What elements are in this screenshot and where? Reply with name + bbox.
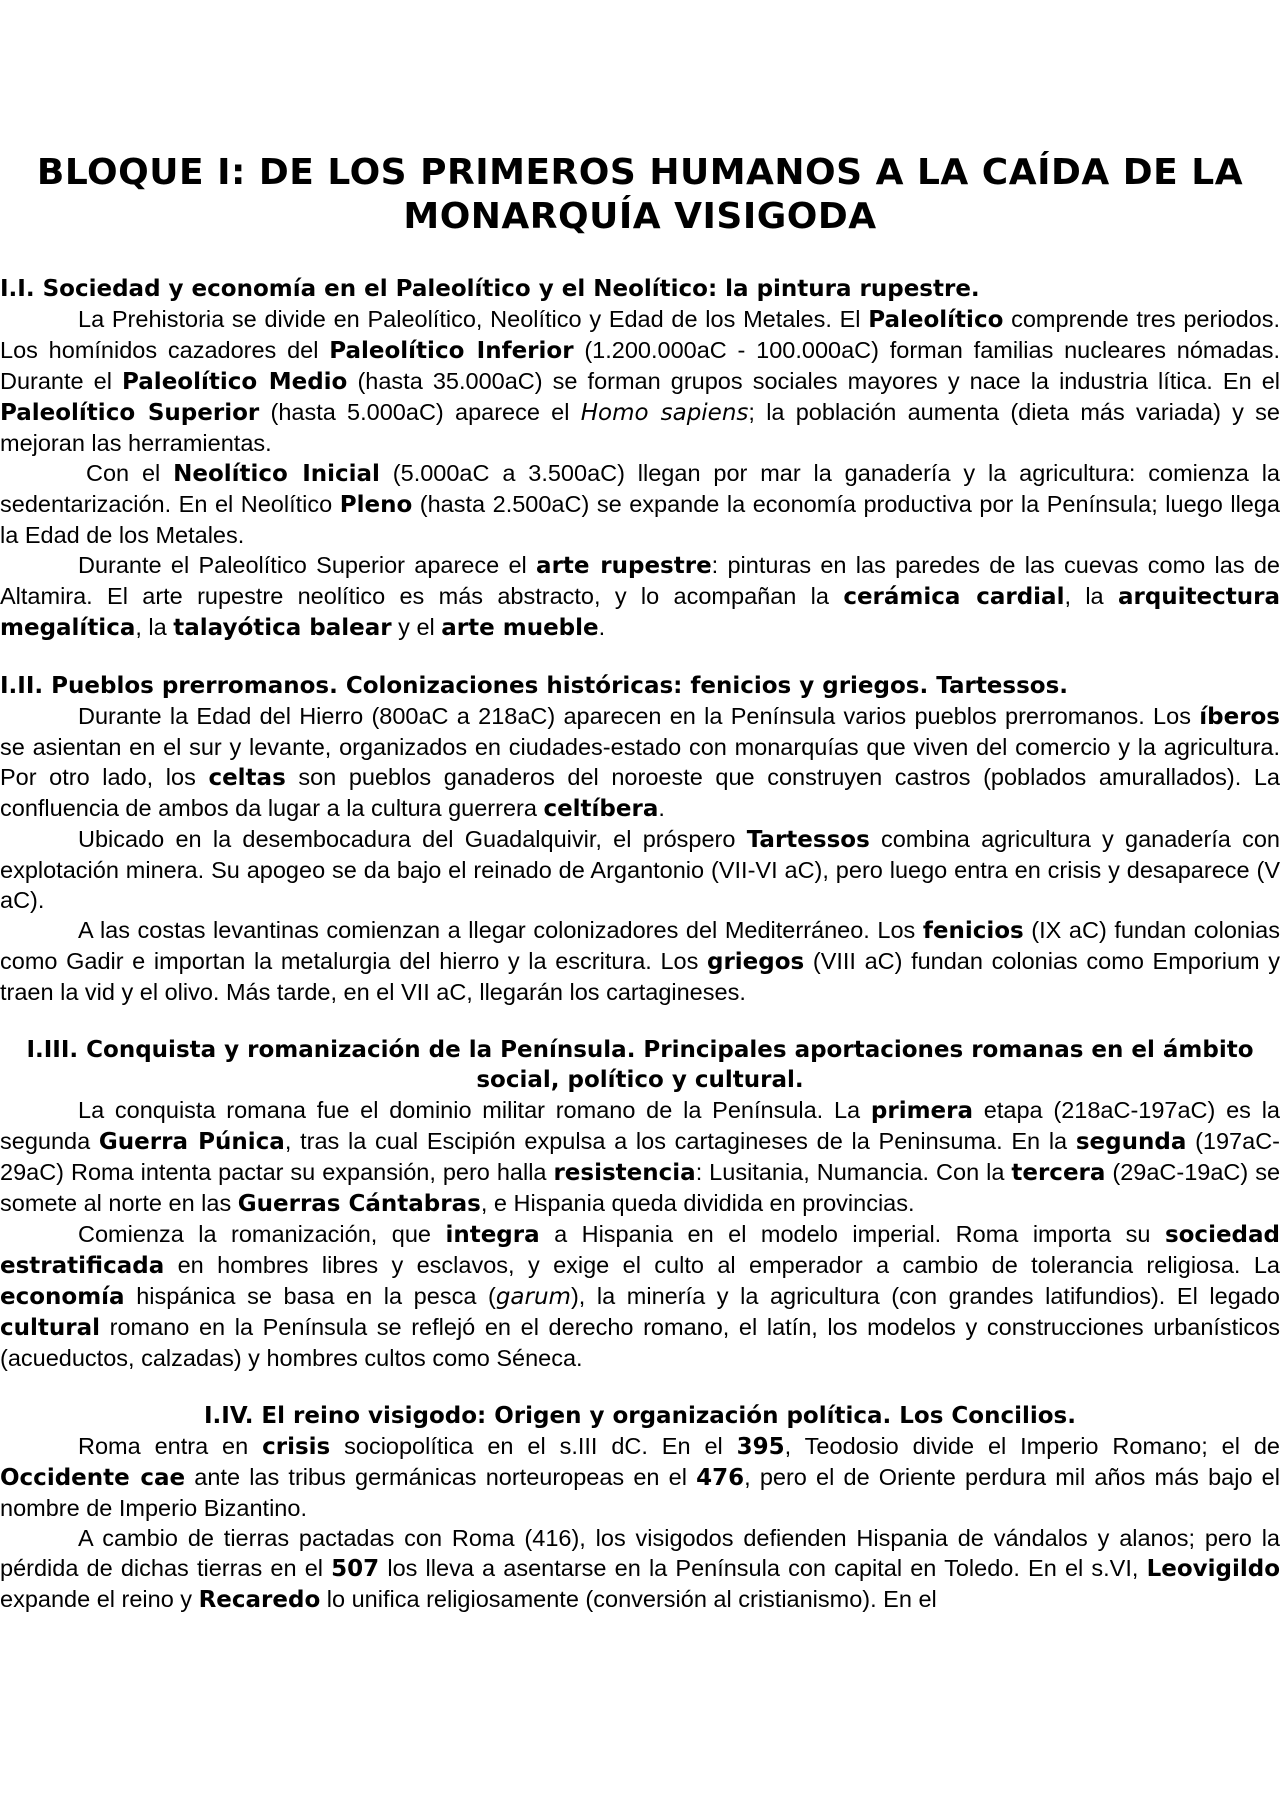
- document-title: BLOQUE I: DE LOS PRIMEROS HUMANOS A LA CAÍDA DE LA MONARQUÍA VISIGODA: [36, 152, 1244, 237]
- section-heading-3: I.III. Conquista y romanización de la Península. Principales aportaciones romanas en el ámbito social, político y cultural.: [26, 1037, 1254, 1093]
- paragraph: Roma entra en crisis sociopolítica en el s.III dC. En el 395, Teodosio divide el Imperio Romano; el de Occidente cae ante las tribus germánicas norteuropeas en el 476, pero el de Oriente perdura mil años más bajo el nombre de Imperio Bizantino.: [0, 1433, 1280, 1521]
- section-spacer: [0, 1373, 1280, 1401]
- paragraph: Durante el Paleolítico Superior aparece el arte rupestre: pinturas en las paredes de las cuevas como las de Altamira. El arte rupestre neolítico es más abstracto, y lo acompañan la cerámica cardial, la arquitectura megalítica, la talayótica balear y el arte mueble.: [0, 552, 1280, 641]
- section-heading-2: I.II. Pueblos prerromanos. Colonizaciones históricas: fenicios y griegos. Tartessos.: [0, 673, 1069, 699]
- section-spacer: [0, 1007, 1280, 1035]
- paragraph: Ubicado en la desembocadura del Guadalquivir, el próspero Tartessos combina agricultura y ganadería con explotación minera. Su apogeo se da bajo el reinado de Argantonio (VII-VI aC), pero luego entra en crisis y desaparece (V aC).: [0, 826, 1280, 913]
- section-spacer: [0, 643, 1280, 671]
- document-body: [0, 274, 1280, 1615]
- paragraph: Durante la Edad del Hierro (800aC a 218aC) aparecen en la Península varios pueblos prerromanos. Los íberos se asientan en el sur y levante, organizados en ciudades-estado con monarquías que viven del comercio y la agricultura. Por otro lado, los celtas son pueblos ganaderos del noroeste que construyen castros (poblados amurallados). La confluencia de ambos da lugar a la cultura guerrera celtíbera.: [0, 703, 1280, 822]
- paragraph: Comienza la romanización, que integra a Hispania en el modelo imperial. Roma importa su sociedad estratificada en hombres libres y esclavos, y exige el culto al emperador a cambio de tolerancia religiosa. La economía hispánica se basa en la pesca (garum), la minería y la agricultura (con grandes latifundios). El legado cultural romano en la Península se reflejó en el derecho romano, el latín, los modelos y construcciones urbanísticos (acueductos, calzadas) y hombres cultos como Séneca.: [0, 1221, 1280, 1371]
- paragraph: A las costas levantinas comienzan a llegar colonizadores del Mediterráneo. Los fenicios (IX aC) fundan colonias como Gadir e importan la metalurgia del hierro y la escritura. Los griegos (VIII aC) fundan colonias como Emporium y traen la vid y el olivo. Más tarde, en el VII aC, llegarán los cartagineses.: [0, 917, 1280, 1005]
- paragraph: La conquista romana fue el dominio militar romano de la Península. La primera etapa (218aC-197aC) es la segunda Guerra Púnica, tras la cual Escipión expulsa a los cartagineses de la Peninsuma. En la segunda (197aC-29aC) Roma intenta pactar su expansión, pero halla resistencia: Lusitania, Numancia. Con la tercera (29aC-19aC) se somete al norte en las Guerras Cántabras, e Hispania queda dividida en provincias.: [0, 1097, 1280, 1217]
- paragraph: Con el Neolítico Inicial (5.000aC a 3.500aC) llegan por mar la ganadería y la agricultura: comienza la sedentarización. En el Neolítico Pleno (hasta 2.500aC) se expande la economía productiva por la Península; luego llega la Edad de los Metales.: [0, 460, 1280, 548]
- paragraph: La Prehistoria se divide en Paleolítico, Neolítico y Edad de los Metales. El Paleolítico comprende tres periodos. Los homínidos cazadores del Paleolítico Inferior (1.200.000aC - 100.000aC) forman familias nucleares nómadas. Durante el Paleolítico Medio (hasta 35.000aC) se forman grupos sociales mayores y nace la industria lítica. En el Paleolítico Superior (hasta 5.000aC) aparece el Homo sapiens; la población aumenta (dieta más variada) y se mejoran las herramientas.: [0, 306, 1280, 456]
- section-heading-1: I.I. Sociedad y economía en el Paleolítico y el Neolítico: la pintura rupestre.: [0, 276, 980, 302]
- section-heading-4: I.IV. El reino visigodo: Origen y organización política. Los Concilios.: [204, 1403, 1076, 1429]
- paragraph: A cambio de tierras pactadas con Roma (416), los visigodos defienden Hispania de vándalos y alanos; pero la pérdida de dichas tierras en el 507 los lleva a asentarse en la Península con capital en Toledo. En el s.VI, Leovigildo expande el reino y Recaredo lo unifica religiosamente (conversión al cristianismo). En el: [0, 1525, 1280, 1613]
